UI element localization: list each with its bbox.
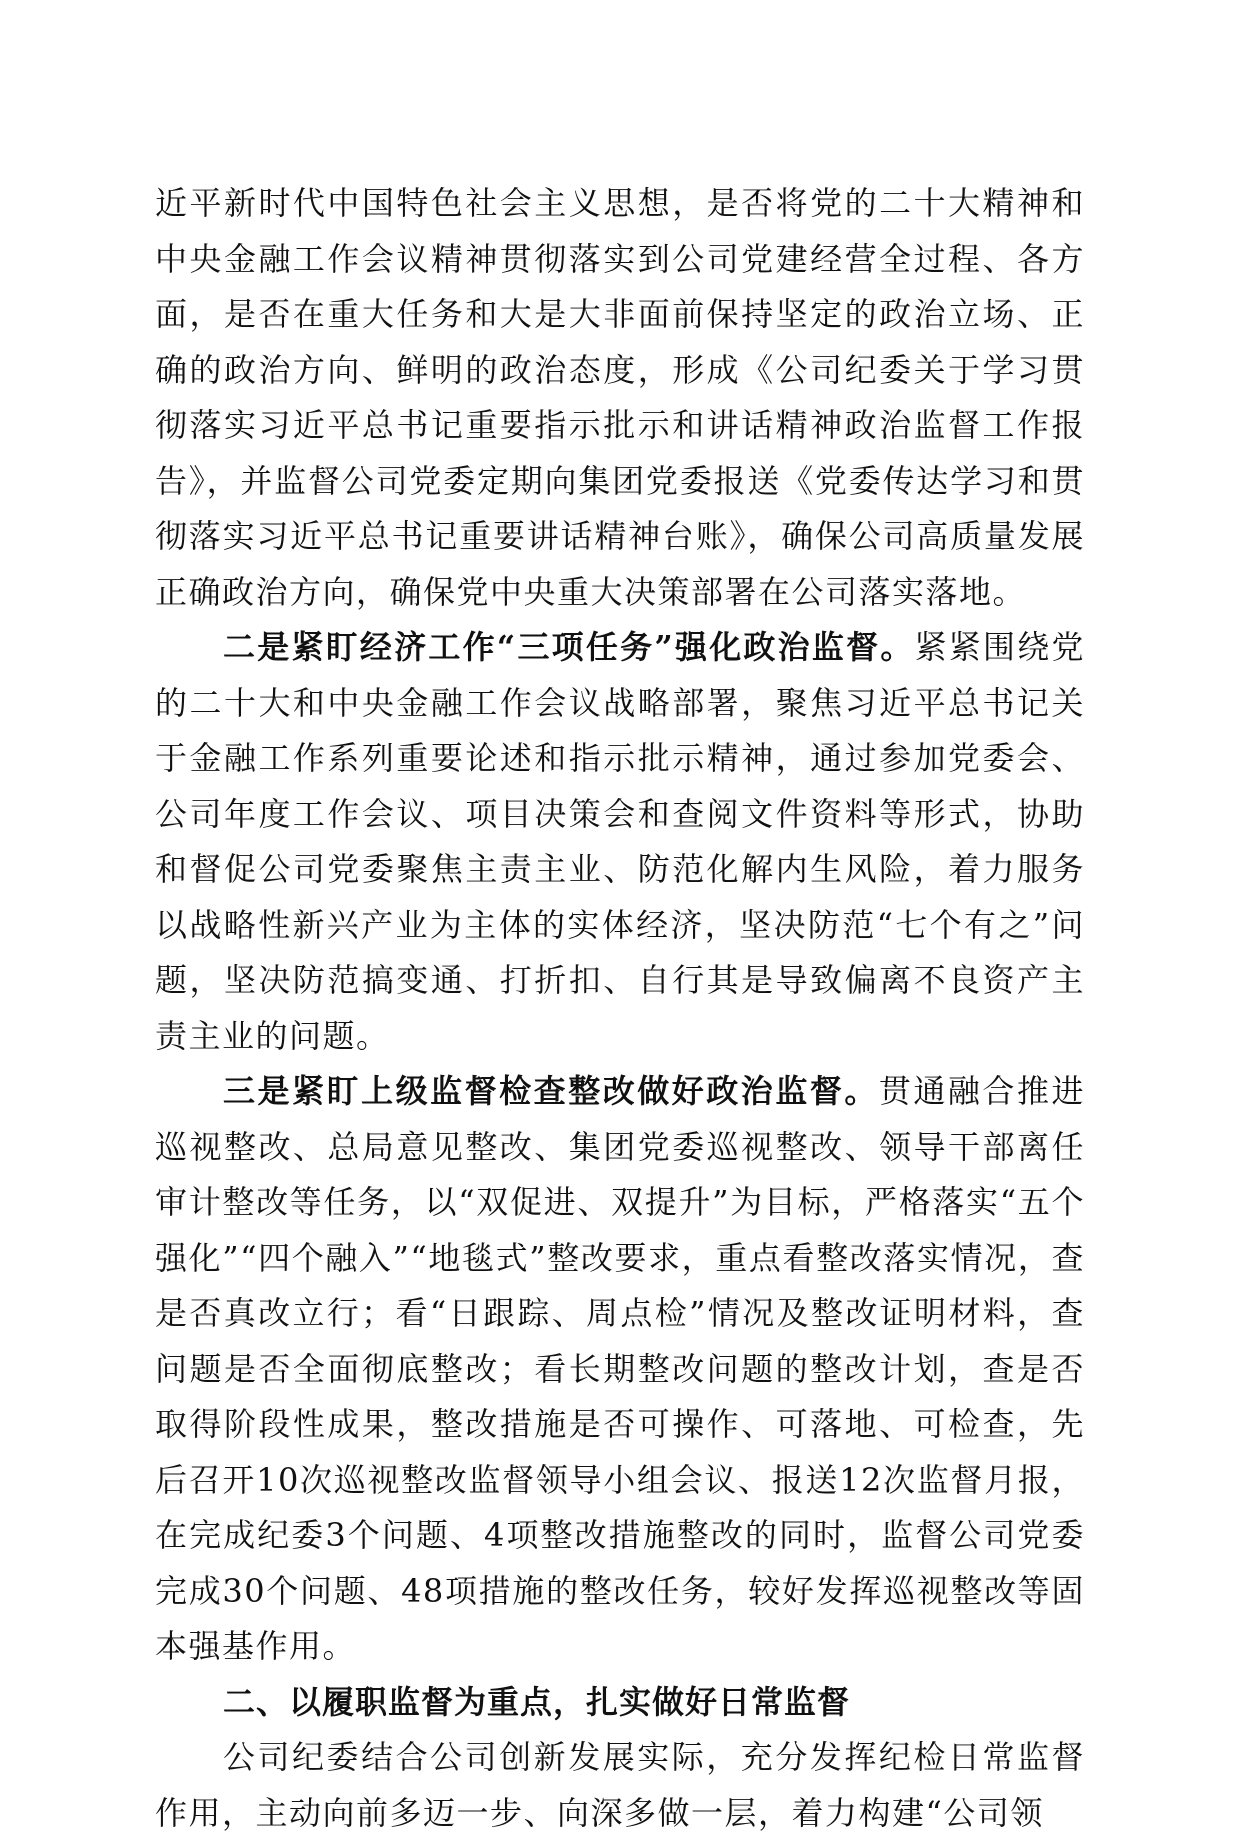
paragraph-lead-sentence: 三是紧盯上级监督检查整改做好政治监督。: [223, 1072, 879, 1110]
section-heading: [155, 1675, 1085, 1731]
paragraph-text: 紧紧围绕党的二十大和中央金融工作会议战略部署，聚焦习近平总书记关于金融工作系列重要论述和指示批示精神，通过参加党委会、公司年度工作会议、项目决策会和查阅文件资料等形式，协助和督促公司党委聚焦主责主业、防范化解内生风险，着力服务以战略性新兴产业为主体的实体经济，坚决防范“七个有之”问题，坚决防范搞变通、打折扣、自行其是导致偏离不良资产主责主业的问题。: [155, 628, 1085, 1055]
paragraph-continuation: [155, 176, 1085, 620]
document-body: [155, 176, 1085, 1841]
paragraph-lead-sentence: 二是紧盯经济工作“三项任务”强化政治监督。: [223, 628, 915, 666]
paragraph-economic-supervision: [155, 620, 1085, 1064]
paragraph-daily-supervision: [155, 1730, 1085, 1841]
section-heading-text: 二、以履职监督为重点，扎实做好日常监督: [223, 1682, 851, 1721]
paragraph-text: 近平新时代中国特色社会主义思想，是否将党的二十大精神和中央金融工作会议精神贯彻落实到公司党建经营全过程、各方面，是否在重大任务和大是大非面前保持坚定的政治立场、正确的政治方向、鲜明的政治态度，形成《公司纪委关于学习贯彻落实习近平总书记重要指示批示和讲话精神政治监督工作报告》，并监督公司党委定期向集团党委报送《党委传达学习和贯彻落实习近平总书记重要讲话精神台账》，确保公司高质量发展正确政治方向，确保党中央重大决策部署在公司落实落地。: [155, 184, 1085, 611]
paragraph-text: 公司纪委结合公司创新发展实际，充分发挥纪检日常监督作用，主动向前多迈一步、向深多做一层，着力构建“公司领: [155, 1738, 1085, 1832]
paragraph-rectification-supervision: [155, 1064, 1085, 1675]
paragraph-text: 贯通融合推进巡视整改、总局意见整改、集团党委巡视整改、领导干部离任审计整改等任务，以“双促进、双提升”为目标，严格落实“五个强化”“四个融入”“地毯式”整改要求，重点看整改落实情况，查是否真改立行；看“日跟踪、周点检”情况及整改证明材料，查问题是否全面彻底整改；看长期整改问题的整改计划，查是否取得阶段性成果，整改措施是否可操作、可落地、可检查，先后召开10次巡视整改监督领导小组会议、报送12次监督月报，在完成纪委3个问题、4项整改措施整改的同时，监督公司党委完成30个问题、48项措施的整改任务，较好发挥巡视整改等固本强基作用。: [155, 1072, 1085, 1665]
